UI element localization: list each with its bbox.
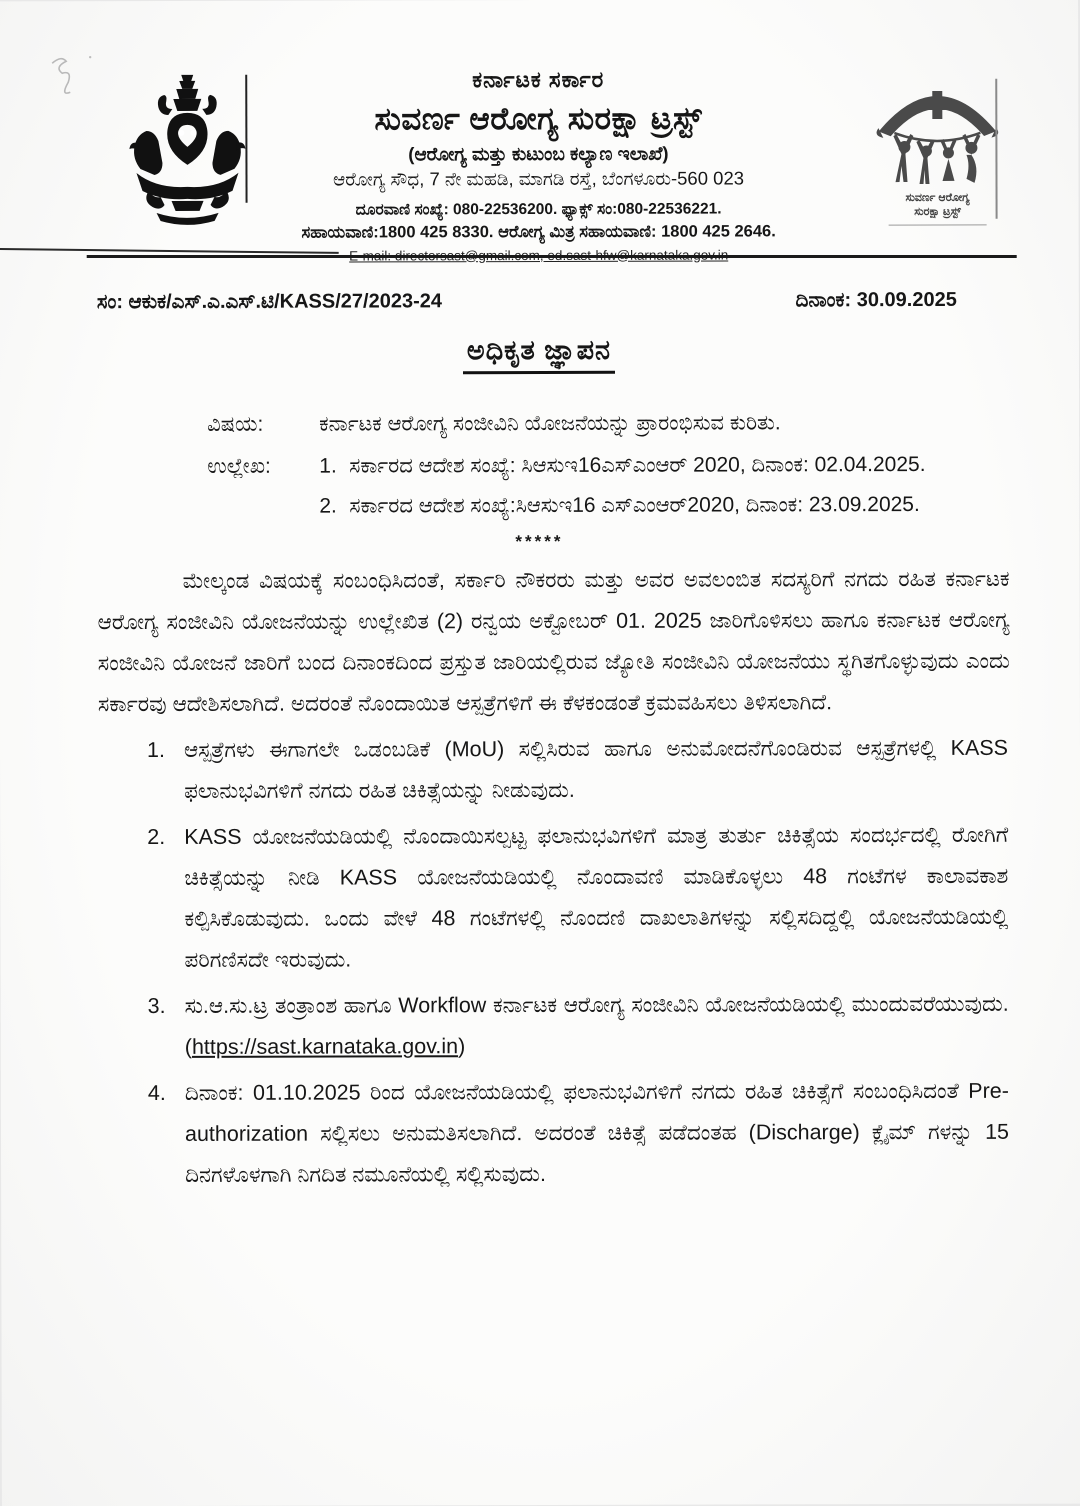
list-item-text: KASS ಯೋಜನೆಯಡಿಯಲ್ಲಿ ನೊಂದಾಯಿಸಲ್ಪಟ್ಟ ಫಲಾನುಭವಿಗಳಿಗೆ ಮಾತ್ರ ತುರ್ತು ಚಿಕಿತ್ಸೆಯ ಸಂದರ್ಭದಲ್ಲಿ ರೋಗಿಗೆ ಚಿಕಿತ್ಸೆಯನ್ನು ನೀಡಿ KASS ಯೋಜನೆಯಡಿಯಲ್ಲಿ ನೊಂದಾವಣಿ ಮಾಡಿಕೊಳ್ಳಲು 48 ಗಂಟೆಗಳ ಕಾಲಾವಕಾಶ ಕಲ್ಪಿಸಿಕೊಡುವುದು. ಒಂದು ವೇಳೆ 48 ಗಂಟೆಗಳಲ್ಲಿ ನೊಂದಣಿ ದಾಖಲಾತಿಗಳನ್ನು ಸಲ್ಲಿಸದಿದ್ದಲ್ಲಿ ಯೋಜನೆಯಡಿಯಲ್ಲಿ ಪರಿಗಣಿಸದೇ ಇರುವುದು. — [184, 815, 1008, 981]
organisation-name: ಸುವರ್ಣ ಆರೋಗ್ಯ ಸುರಕ್ಷಾ ಟ್ರಸ್ಟ್ — [218, 99, 858, 139]
sast-portal-url: https://sast.karnataka.gov.in — [192, 1034, 458, 1059]
subject-label: ವಿಷಯ: — [207, 405, 319, 445]
sast-trust-logo — [874, 69, 1000, 239]
reference-item-number: 2. — [319, 486, 349, 526]
subject-reference-block — [207, 403, 1009, 527]
list-item-text-suffix: ) — [458, 1034, 465, 1058]
scan-fold-line-artifact — [245, 75, 247, 203]
list-item — [148, 984, 1009, 1068]
department-name: (ಆರೋಗ್ಯ ಮತ್ತು ಕುಟುಂಬ ಕಲ್ಯಾಣ ಇಲಾಖೆ) — [218, 141, 858, 166]
reference-item — [319, 485, 1009, 527]
references-label: ಉಲ್ಲೇಖ: — [207, 447, 319, 527]
government-name: ಕರ್ನಾಟಕ ಸರ್ಕಾರ — [218, 65, 858, 94]
reference-item-text: ಸರ್ಕಾರದ ಆದೇಶ ಸಂಖ್ಯೆ:ಸಿಆಸುಇ16 ಎಸ್ಎಂಆರ್2020, ದಿನಾಂಕ: 23.09.2025. — [349, 485, 1009, 527]
phone-fax-line: ದೂರವಾಣಿ ಸಂಖ್ಯೆ: 080-22536200. ಫ್ಯಾಕ್ಸ್ ಸಂ:080-22536221. — [219, 199, 859, 220]
list-item — [148, 1071, 1009, 1196]
list-item-text: ಆಸ್ಪತ್ರೆಗಳು ಈಗಾಗಲೇ ಒಡಂಬಡಿಕೆ (MoU) ಸಲ್ಲಿಸಿರುವ ಹಾಗೂ ಅನುಮೋದನೆಗೊಂಡಿರುವ ಆಸ್ಪತ್ರೆಗಳಲ್ಲಿ KASS ಫಲಾನುಭವಿಗಳಿಗೆ ನಗದು ರಹಿತ ಚಿಕಿತ್ಸೆಯನ್ನು ನೀಡುವುದು. — [184, 728, 1008, 812]
numbered-points-list — [147, 728, 1009, 1196]
sast-logo-caption-line2: ಸುರಕ್ಷಾ ಟ್ರಸ್ಟ್ — [914, 206, 961, 219]
reference-item — [319, 445, 1009, 487]
list-item — [147, 728, 1008, 812]
reference-date-row — [0, 269, 1079, 315]
reference-item-number: 1. — [319, 446, 349, 486]
document-date: ದಿನಾಂಕ: 30.09.2025 — [796, 289, 957, 312]
reference-item-text: ಸರ್ಕಾರದ ಆದೇಶ ಸಂಖ್ಯೆ: ಸಿಆಸುಇ16ಎಸ್ಎಂಆರ್ 2020, ದಿನಾಂಕ: 02.04.2025. — [349, 445, 1009, 487]
header-divider — [87, 255, 1017, 258]
document-title: ಅಧಿಕೃತ ಜ್ಞಾಪನ — [463, 335, 615, 374]
subject-text: ಕರ್ನಾಟಕ ಆರೋಗ್ಯ ಸಂಜೀವಿನಿ ಯೋಜನೆಯನ್ನು ಪ್ರಾರಂಭಿಸುವ ಕುರಿತು. — [319, 403, 1009, 445]
sast-logo-caption-line1: ಸುವರ್ಣ ಆರೋಗ್ಯ — [905, 192, 970, 206]
karnataka-state-emblem-icon — [126, 73, 248, 237]
section-separator: ***** — [0, 531, 1079, 554]
list-item-number: 4. — [148, 1073, 185, 1196]
list-item-number: 1. — [147, 730, 184, 812]
list-item — [147, 815, 1008, 981]
reference-number: ಸಂ: ಆಕುಕ/ಎಸ್.ಎ.ಎಸ್.ಟಿ/KASS/27/2023-24 — [97, 290, 442, 314]
scan-edge-line-artifact — [995, 79, 997, 219]
helpline-line: ಸಹಾಯವಾಣಿ:1800 425 8330. ಆರೋಗ್ಯ ಮಿತ್ರ ಸಹಾಯವಾಣಿ: 1800 425 2646. — [219, 221, 859, 243]
list-item-text: ದಿನಾಂಕ: 01.10.2025 ರಿಂದ ಯೋಜನೆಯಡಿಯಲ್ಲಿ ಫಲಾನುಭವಿಗಳಿಗೆ ನಗದು ರಹಿತ ಚಿಕಿತ್ಸೆಗೆ ಸಂಬಂಧಿಸಿದಂತೆ Pre-authorization ಸಲ್ಲಿಸಲು ಅನುಮತಿಸಲಾಗಿದೆ. ಅದರಂತೆ ಚಿಕಿತ್ಸೆ ಪಡೆದಂತಹ (Discharge) ಕ್ಲೈಮ್ ಗಳನ್ನು 15 ದಿನಗಳೊಳಗಾಗಿ ನಿಗದಿತ ನಮೂನೆಯಲ್ಲಿ ಸಲ್ಲಿಸುವುದು. — [185, 1071, 1009, 1196]
intro-paragraph: ಮೇಲ್ಕಂಡ ವಿಷಯಕ್ಕೆ ಸಂಬಂಧಿಸಿದಂತೆ, ಸರ್ಕಾರಿ ನೌಕರರು ಮತ್ತು ಅವರ ಅವಲಂಬಿತ ಸದಸ್ಯರಿಗೆ ನಗದು ರಹಿತ ಕರ್ನಾಟಕ ಆರೋಗ್ಯ ಸಂಜೀವಿನಿ ಯೋಜನೆಯನ್ನು ಉಲ್ಲೇಖಿತ (2) ರನ್ವಯ ಅಕ್ಟೋಬರ್ 01. 2025 ಜಾರಿಗೊಳಿಸಲು ಹಾಗೂ ಕರ್ನಾಟಕ ಆರೋಗ್ಯ ಸಂಜೀವಿನಿ ಯೋಜನೆ ಜಾರಿಗೆ ಬಂದ ದಿನಾಂಕದಿಂದ ಪ್ರಸ್ತುತ ಜಾರಿಯಲ್ಲಿರುವ ಜ್ಯೋತಿ ಸಂಜೀವಿನಿ ಯೋಜನೆಯು ಸ್ಥಗಿತಗೊಳ್ಳುವುದು ಎಂದು ಸರ್ಕಾರವು ಆದೇಶಿಸಲಾಗಿದೆ. ಅದರಂತೆ ನೊಂದಾಯಿತ ಆಸ್ಪತ್ರೆಗಳಿಗೆ ಈ ಕೆಳಕಂಡಂತೆ ಕ್ರಮವಹಿಸಲು ತಿಳಿಸಲಾಗಿದೆ. — [97, 559, 1009, 725]
letterhead — [0, 0, 1079, 271]
office-address: ಆರೋಗ್ಯ ಸೌಧ, 7 ನೇ ಮಹಡಿ, ಮಾಗಡಿ ರಸ್ತೆ, ಬೆಂಗಳೂರು-560 023 — [218, 167, 858, 192]
list-item-number: 2. — [147, 817, 184, 981]
list-item-text-pre: ಸು.ಆ.ಸು.ಟ್ರ ತಂತ್ರಾಂಶ ಹಾಗೂ Workflow ಕರ್ನಾಟಕ ಆರೋಗ್ಯ ಸಂಜೀವಿನಿ ಯೋಜನೆಯಡಿಯಲ್ಲಿ ಮುಂದುವರೆಯುವುದು. ( — [185, 992, 1009, 1059]
list-item-text — [185, 984, 1009, 1068]
list-item-number: 3. — [148, 986, 185, 1068]
